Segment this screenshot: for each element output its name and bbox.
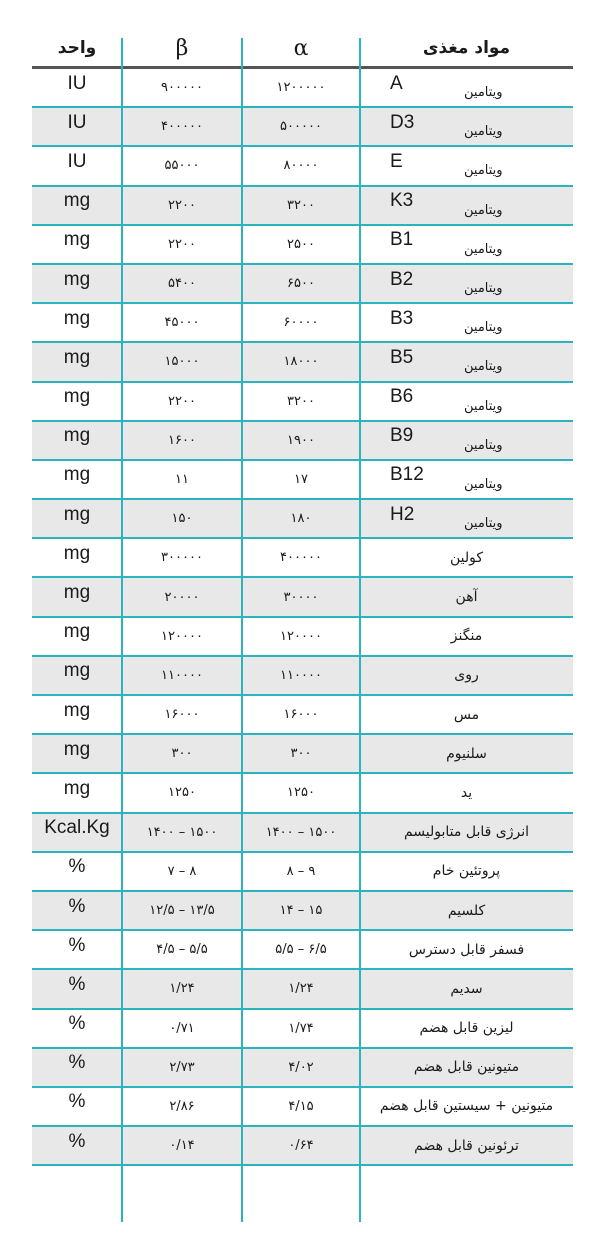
table-row xyxy=(32,618,573,657)
table-row xyxy=(32,422,573,461)
alpha-cell: ۴۰۰۰۰۰ xyxy=(280,550,322,566)
vitamin-label: ویتامین xyxy=(464,437,503,453)
beta-cell: ۱۲۰۰۰۰ xyxy=(161,628,203,644)
table-row xyxy=(32,892,573,931)
alpha-cell: ۸ – ۹ xyxy=(286,863,316,879)
nutrient-cell xyxy=(360,500,573,537)
vitamin-code: B6 xyxy=(390,386,414,408)
unit-cell: mg xyxy=(63,699,91,721)
unit-cell: mg xyxy=(63,542,91,564)
alpha-cell: ۲۵۰۰ xyxy=(287,236,315,252)
alpha-cell: ۴/۱۵ xyxy=(288,1098,314,1114)
alpha-cell: ۱/۷۴ xyxy=(288,1020,314,1036)
unit-cell: mg xyxy=(63,621,91,643)
header-beta: β xyxy=(175,35,189,61)
beta-cell: ۱۶۰۰۰ xyxy=(164,707,200,723)
nutrient-cell xyxy=(360,187,573,224)
alpha-cell: ۱۸۰ xyxy=(290,511,312,527)
unit-cell: % xyxy=(68,1052,86,1074)
unit-cell: IU xyxy=(67,72,87,94)
table-row xyxy=(32,226,573,265)
nutrient-cell: منگنز xyxy=(450,628,483,645)
vitamin-code: B2 xyxy=(390,268,414,290)
alpha-cell: ۱۴۰۰ – ۱۵۰۰ xyxy=(265,824,337,840)
unit-cell: % xyxy=(68,934,86,956)
nutrient-cell xyxy=(360,108,573,145)
table-row xyxy=(32,1127,573,1166)
nutrient-cell: متیونین قابل هضم xyxy=(413,1059,520,1076)
alpha-cell: ۱۲۰۰۰۰ xyxy=(280,628,322,644)
beta-cell: ۱۵۰۰۰ xyxy=(164,354,200,370)
nutrient-cell: ید xyxy=(460,784,473,801)
nutrient-cell xyxy=(360,226,573,263)
alpha-cell: ۰/۶۴ xyxy=(288,1138,314,1154)
vitamin-label: ویتامین xyxy=(464,320,503,336)
nutrient-table xyxy=(32,30,573,1166)
unit-cell: mg xyxy=(63,268,91,290)
unit-cell: % xyxy=(68,1130,86,1152)
table-header xyxy=(32,30,573,69)
table-row xyxy=(32,108,573,147)
alpha-cell: ۱۷ xyxy=(294,471,308,487)
beta-cell: ۴۵۰۰۰ xyxy=(164,315,200,331)
column-divider xyxy=(359,38,361,1222)
table-row xyxy=(32,578,573,617)
vitamin-label: ویتامین xyxy=(464,398,503,414)
unit-cell: % xyxy=(68,1013,86,1035)
unit-cell: IU xyxy=(67,150,87,172)
nutrient-cell: سلنیوم xyxy=(446,745,487,762)
unit-cell: mg xyxy=(63,464,91,486)
nutrient-cell xyxy=(360,69,573,106)
column-divider xyxy=(241,38,243,1222)
unit-cell: mg xyxy=(63,660,91,682)
beta-cell: ۲۰۰۰۰ xyxy=(164,589,200,605)
table-row xyxy=(32,265,573,304)
vitamin-code: E xyxy=(390,150,403,172)
beta-cell: ۵۴۰۰ xyxy=(168,276,196,292)
table-row xyxy=(32,539,573,578)
unit-cell: mg xyxy=(63,346,91,368)
table-body xyxy=(32,69,573,1166)
alpha-cell: ۸۰۰۰۰ xyxy=(283,158,319,174)
nutrient-cell: کولین xyxy=(449,549,484,566)
vitamin-label: ویتامین xyxy=(464,241,503,257)
nutrient-cell: فسفر قابل دسترس xyxy=(408,941,525,958)
table-row xyxy=(32,500,573,539)
alpha-cell: ۵/۵ – ۶/۵ xyxy=(275,942,327,958)
beta-cell: ۱۲۵۰ xyxy=(168,785,196,801)
nutrient-cell: کلسیم xyxy=(447,902,486,919)
beta-cell: ۱۱ xyxy=(175,471,189,487)
nutrient-cell xyxy=(360,422,573,459)
beta-cell: ۱۱۰۰۰۰ xyxy=(161,667,203,683)
alpha-cell: ۱۶۰۰۰ xyxy=(283,707,319,723)
table-row xyxy=(32,1088,573,1127)
table-row xyxy=(32,304,573,343)
header-nutrient: مواد مغذی xyxy=(422,38,511,58)
beta-cell: ۴/۵ – ۵/۵ xyxy=(156,942,208,958)
table-row xyxy=(32,970,573,1009)
nutrient-cell: مس xyxy=(453,706,480,723)
nutrient-cell: آهن xyxy=(455,589,478,606)
alpha-cell: ۴/۰۲ xyxy=(288,1059,314,1075)
unit-cell: mg xyxy=(63,229,91,251)
table-row xyxy=(32,657,573,696)
unit-cell: Kcal.Kg xyxy=(44,817,110,839)
table-row xyxy=(32,814,573,853)
nutrient-cell xyxy=(360,304,573,341)
vitamin-code: D3 xyxy=(390,111,415,133)
unit-cell: mg xyxy=(63,738,91,760)
beta-cell: ۲۲۰۰ xyxy=(168,393,196,409)
vitamin-code: B5 xyxy=(390,346,414,368)
alpha-cell: ۳۲۰۰ xyxy=(287,197,315,213)
table-row xyxy=(32,735,573,774)
beta-cell: ۲۲۰۰ xyxy=(168,236,196,252)
vitamin-code: A xyxy=(390,72,403,94)
table-row xyxy=(32,461,573,500)
beta-cell: ۳۰۰۰۰۰ xyxy=(161,550,203,566)
alpha-cell: ۶۰۰۰۰ xyxy=(283,315,319,331)
table-row xyxy=(32,187,573,226)
table-row xyxy=(32,147,573,186)
nutrient-cell: ترئونین قابل هضم xyxy=(414,1137,519,1154)
beta-cell: ۱/۲۴ xyxy=(169,981,195,997)
vitamin-code: B9 xyxy=(390,425,414,447)
nutrient-cell: پروتئین خام xyxy=(432,863,501,880)
unit-cell: % xyxy=(68,1091,86,1113)
table-row xyxy=(32,383,573,422)
header-alpha: α xyxy=(293,35,309,61)
beta-cell: ۲/۸۶ xyxy=(169,1098,195,1114)
vitamin-label: ویتامین xyxy=(464,516,503,532)
beta-cell: ۱۲/۵ – ۱۳/۵ xyxy=(149,903,215,919)
beta-cell: ۹۰۰۰۰۰ xyxy=(161,80,203,96)
unit-cell: % xyxy=(68,973,86,995)
beta-cell: ۰/۷۱ xyxy=(169,1020,195,1036)
nutrient-cell xyxy=(360,343,573,380)
nutrient-cell: سدیم xyxy=(450,980,483,997)
header-unit: واحد xyxy=(57,38,97,58)
nutrient-cell xyxy=(360,147,573,184)
beta-cell: ۱۵۰ xyxy=(171,511,193,527)
vitamin-code: K3 xyxy=(390,190,414,212)
alpha-cell: ۱۱۰۰۰۰ xyxy=(280,667,322,683)
alpha-cell: ۱۲۵۰ xyxy=(287,785,315,801)
beta-cell: ۲۲۰۰ xyxy=(168,197,196,213)
vitamin-code: B3 xyxy=(390,307,414,329)
alpha-cell: ۱۹۰۰ xyxy=(287,432,315,448)
table-row xyxy=(32,774,573,813)
vitamin-code: B12 xyxy=(390,464,424,486)
table-row xyxy=(32,1049,573,1088)
alpha-cell: ۵۰۰۰۰۰ xyxy=(280,119,322,135)
alpha-cell: ۱۲۰۰۰۰۰ xyxy=(276,80,326,96)
nutrient-cell xyxy=(360,265,573,302)
vitamin-code: H2 xyxy=(390,503,415,525)
table-row xyxy=(32,931,573,970)
unit-cell: % xyxy=(68,895,86,917)
vitamin-label: ویتامین xyxy=(464,163,503,179)
alpha-cell: ۱۸۰۰۰ xyxy=(283,354,319,370)
alpha-cell: ۱/۲۴ xyxy=(288,981,314,997)
alpha-cell: ۳۰۰۰۰ xyxy=(283,589,319,605)
vitamin-label: ویتامین xyxy=(464,124,503,140)
nutrient-cell: لیزین قابل هضم xyxy=(419,1020,514,1037)
beta-cell: ۲/۷۳ xyxy=(169,1059,195,1075)
unit-cell: mg xyxy=(63,386,91,408)
beta-cell: ۱۶۰۰ xyxy=(168,432,196,448)
table-row xyxy=(32,1010,573,1049)
table-row xyxy=(32,69,573,108)
nutrient-cell: انرژی قابل متابولیسم xyxy=(403,824,529,841)
beta-cell: ۵۵۰۰۰ xyxy=(164,158,200,174)
column-divider xyxy=(121,38,123,1222)
nutrient-cell: متیونین + سیستین قابل هضم xyxy=(379,1098,554,1115)
beta-cell: ۳۰۰ xyxy=(171,746,193,762)
vitamin-label: ویتامین xyxy=(464,85,503,101)
unit-cell: % xyxy=(68,856,86,878)
vitamin-label: ویتامین xyxy=(464,359,503,375)
table-row xyxy=(32,343,573,382)
vitamin-label: ویتامین xyxy=(464,476,503,492)
nutrient-cell xyxy=(360,383,573,420)
beta-cell: ۱۴۰۰ – ۱۵۰۰ xyxy=(146,824,218,840)
unit-cell: mg xyxy=(63,503,91,525)
alpha-cell: ۳۰۰ xyxy=(290,746,312,762)
unit-cell: mg xyxy=(63,777,91,799)
alpha-cell: ۶۵۰۰ xyxy=(287,276,315,292)
unit-cell: mg xyxy=(63,425,91,447)
alpha-cell: ۳۲۰۰ xyxy=(287,393,315,409)
unit-cell: mg xyxy=(63,307,91,329)
table-row xyxy=(32,696,573,735)
alpha-cell: ۱۴ – ۱۵ xyxy=(279,903,323,919)
unit-cell: mg xyxy=(63,582,91,604)
unit-cell: mg xyxy=(63,190,91,212)
vitamin-label: ویتامین xyxy=(464,281,503,297)
nutrient-cell: روی xyxy=(454,667,479,684)
beta-cell: ۴۰۰۰۰۰ xyxy=(161,119,203,135)
beta-cell: ۷ – ۸ xyxy=(167,863,197,879)
table-row xyxy=(32,853,573,892)
vitamin-code: B1 xyxy=(390,229,414,251)
vitamin-label: ویتامین xyxy=(464,202,503,218)
beta-cell: ۰/۱۴ xyxy=(169,1138,195,1154)
nutrient-cell xyxy=(360,461,573,498)
unit-cell: IU xyxy=(67,111,87,133)
